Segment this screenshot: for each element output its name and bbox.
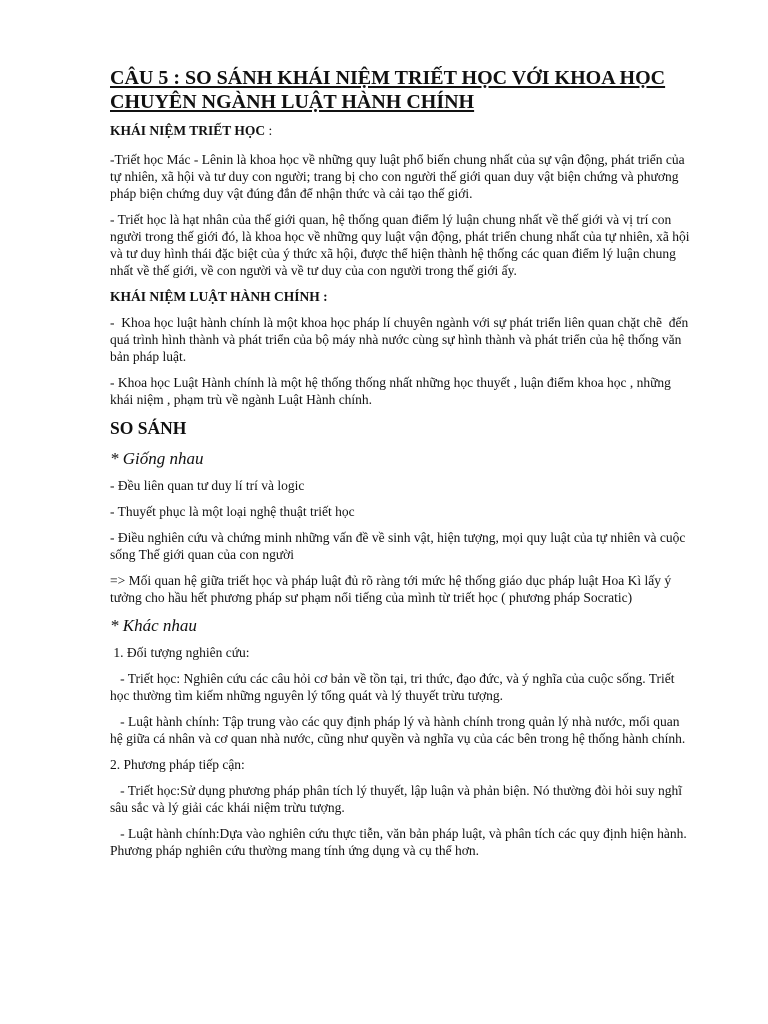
similarities-heading: * Giống nhau [110, 449, 204, 468]
similarity-item: - Điều nghiên cứu và chứng minh những vấn đề về sinh vật, hiện tượng, mọi quy luật của tự nhiên và cuộc sống Thế giới quan của con người [110, 530, 686, 562]
difference-point-1-title: 1. Đối tượng nghiên cứu: [110, 645, 250, 660]
difference-point-2-admin-law: - Luật hành chính:Dựa vào nghiên cứu thực tiễn, văn bản pháp luật, và phân tích các quy định hiện hành. Phương pháp nghiên cứu thường mang tính ứng dụng và cụ thể hơn. [110, 826, 691, 858]
philosophy-concept-heading [110, 122, 690, 139]
philosophy-paragraph-2: - Triết học là hạt nhân của thế giới quan, hệ thống quan điểm lý luận chung nhất về thế giới và vị trí con người trong thế giới đó, là khoa học về những quy luật vận động, phát triển chung nhất của tự nhiên, xã hội và tư duy hình thái đặc biệt của ý thức xã hội, được thể hiện thành hệ thống các quan điểm lý luận chung nhất về thế giới, về con người và về tư duy của con người trong thế giới ấy. [110, 212, 690, 278]
difference-point-1-admin-law: - Luật hành chính: Tập trung vào các quy định pháp lý và hành chính trong quản lý nhà nước, mối quan hệ giữa cá nhân và cơ quan nhà nước, cũng như quyền và nghĩa vụ của các bên trong hệ thống hành chính. [110, 714, 686, 746]
document-page [110, 66, 690, 868]
difference-point-1-philosophy: - Triết học: Nghiên cứu các câu hỏi cơ bản về tồn tại, tri thức, đạo đức, và ý nghĩa của cuộc sống. Triết học thường tìm kiếm những nguyên lý tổng quát và lý thuyết trừu tượng. [110, 671, 678, 703]
comparison-heading: SO SÁNH [110, 418, 187, 438]
similarity-item: - Đều liên quan tư duy lí trí và logic [110, 478, 305, 493]
differences-heading: * Khác nhau [110, 616, 197, 635]
similarity-item: - Thuyết phục là một loại nghệ thuật triết học [110, 504, 355, 519]
philosophy-heading-suffix: : [265, 123, 273, 138]
admin-law-paragraph-2: - Khoa học Luật Hành chính là một hệ thống thống nhất những học thuyết , luận điểm khoa học , những khái niệm , phạm trù về ngành Luật Hành chính. [110, 375, 671, 407]
difference-point-2-title: 2. Phương pháp tiếp cận: [110, 757, 245, 772]
admin-law-paragraph-1: - Khoa học luật hành chính là một khoa học pháp lí chuyên ngành với sự phát triển liên quan chặt chẽ đến quá trình hình thành và phát triển của bộ máy nhà nước cùng sự hình thành và phát triển của hệ thống văn bản pháp luật. [110, 315, 692, 364]
philosophy-heading-text: KHÁI NIỆM TRIẾT HỌC [110, 123, 266, 138]
admin-law-concept-heading: KHÁI NIỆM LUẬT HÀNH CHÍNH : [110, 289, 328, 304]
document-title: CÂU 5 : SO SÁNH KHÁI NIỆM TRIẾT HỌC VỚI KHOA HỌC CHUYÊN NGÀNH LUẬT HÀNH CHÍNH [110, 67, 666, 113]
difference-point-2-philosophy: - Triết học:Sử dụng phương pháp phân tích lý thuyết, lập luận và phản biện. Nó thường đòi hỏi suy nghĩ sâu sắc và lý giải các khái niệm trừu tượng. [110, 783, 686, 815]
similarity-conclusion: => Mối quan hệ giữa triết học và pháp luật đủ rõ ràng tới mức hệ thống giáo dục pháp luật Hoa Kì lấy ý tưởng cho hầu hết phương pháp sư phạm nổi tiếng của mình từ triết học ( phương pháp Socratic) [110, 573, 672, 605]
philosophy-paragraph-1: -Triết học Mác - Lênin là khoa học về những quy luật phổ biến chung nhất của sự vận động, phát triển của tự nhiên, xã hội và tư duy con người; trang bị cho con người thế giới quan duy vật biện chứng và phương pháp biện chứng duy vật đúng đắn để nhận thức và cải tạo thế giới. [110, 152, 685, 201]
